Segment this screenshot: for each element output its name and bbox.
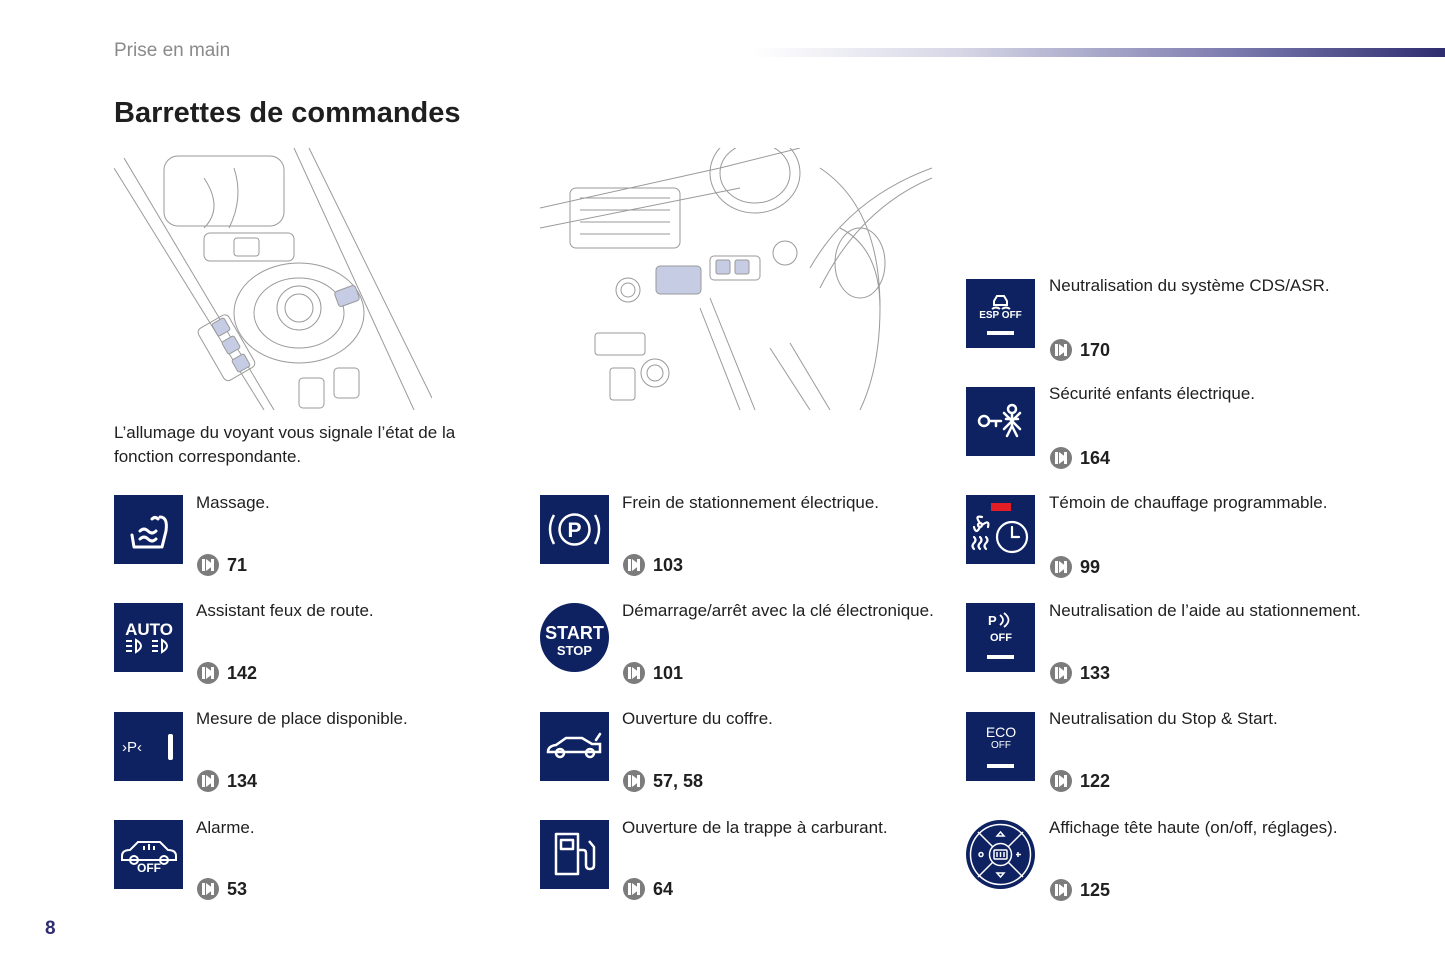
page-reference-number: 134 xyxy=(227,770,258,791)
dashboard-illustration xyxy=(540,148,932,410)
page-reference-icon xyxy=(1049,338,1073,362)
page-reference[interactable] xyxy=(1049,555,1100,579)
page-reference-icon xyxy=(1049,555,1073,579)
page-reference-icon xyxy=(1049,446,1073,470)
pk-icon-text: ›P‹ xyxy=(122,739,142,756)
page-reference-icon xyxy=(196,553,220,577)
parking-off-icon-text: OFF xyxy=(990,632,1012,644)
head-up-display-icon xyxy=(966,820,1035,889)
auto-high-beam-icon xyxy=(114,603,183,672)
page-reference-number: 164 xyxy=(1080,447,1111,468)
page-reference[interactable] xyxy=(196,553,247,577)
item-label: Massage. xyxy=(196,493,270,512)
page-reference-number: 103 xyxy=(653,554,684,575)
off-icon-text: OFF xyxy=(137,861,161,875)
esp-off-icon xyxy=(966,279,1035,348)
center-console-illustration xyxy=(114,148,432,410)
start-stop-icon xyxy=(540,603,609,672)
eco-off-icon xyxy=(966,712,1035,781)
programmable-heating-icon xyxy=(966,495,1035,564)
item-label: Alarme. xyxy=(196,818,255,837)
parking-p-icon-text: P xyxy=(988,613,997,628)
page-number: 8 xyxy=(45,918,56,939)
page-reference[interactable] xyxy=(1049,661,1110,685)
page-reference-number: 101 xyxy=(653,662,684,683)
item-label: Assistant feux de route. xyxy=(196,601,374,620)
parking-brake-icon xyxy=(540,495,609,564)
massage-icon xyxy=(114,495,183,564)
page-reference-number: 71 xyxy=(227,554,248,575)
page-reference[interactable] xyxy=(1049,878,1110,902)
page-reference-number: 170 xyxy=(1080,339,1111,360)
item-label: Neutralisation du système CDS/ASR. xyxy=(1049,276,1330,295)
page-reference-number: 53 xyxy=(227,878,248,899)
stop-icon-text: STOP xyxy=(556,643,593,658)
page-reference-number: 57, 58 xyxy=(653,770,704,791)
page-reference-icon xyxy=(622,553,646,577)
item-label: Sécurité enfants électrique. xyxy=(1049,384,1256,403)
item-label: Affichage tête haute (on/off, réglages). xyxy=(1049,818,1338,837)
auto-icon-text: AUTO xyxy=(125,620,173,639)
item-label: Témoin de chauffage programmable. xyxy=(1049,493,1328,512)
page-reference-icon xyxy=(1049,878,1073,902)
page-reference-number: 64 xyxy=(653,878,674,899)
parking-space-measure-icon xyxy=(114,712,183,781)
page-reference-number: 142 xyxy=(227,662,258,683)
item-label: Mesure de place disponible. xyxy=(196,709,408,728)
page-reference-icon xyxy=(196,661,220,685)
start-icon-text: START xyxy=(545,623,604,643)
p-icon-text: P xyxy=(567,519,582,542)
page-reference[interactable] xyxy=(196,769,257,793)
page-reference-number: 122 xyxy=(1080,770,1111,791)
esp-icon-text: ESP OFF xyxy=(979,310,1022,321)
page-reference-number: 125 xyxy=(1080,879,1111,900)
page-reference-number: 133 xyxy=(1080,662,1111,683)
page-reference[interactable] xyxy=(196,661,257,685)
eco-icon-text: ECO xyxy=(985,724,1017,740)
item-label: Neutralisation du Stop & Start. xyxy=(1049,709,1278,728)
page-reference-number: 99 xyxy=(1080,556,1101,577)
page-reference-icon xyxy=(622,769,646,793)
intro-text: L’allumage du voyant vous signale l’état de la fonction correspondante. xyxy=(114,423,456,466)
page-reference-icon xyxy=(1049,661,1073,685)
trunk-open-icon xyxy=(540,712,609,781)
page-reference[interactable] xyxy=(622,553,683,577)
item-label: Démarrage/arrêt avec la clé électronique. xyxy=(622,601,934,620)
page-reference[interactable] xyxy=(1049,338,1110,362)
page-reference-icon xyxy=(196,769,220,793)
page-reference[interactable] xyxy=(1049,769,1110,793)
section-heading: Prise en main xyxy=(114,40,231,61)
header-gradient-bar xyxy=(752,48,1445,57)
page-reference[interactable] xyxy=(622,769,703,793)
child-lock-icon xyxy=(966,387,1035,456)
page-reference[interactable] xyxy=(1049,446,1110,470)
page-reference[interactable] xyxy=(622,661,683,685)
page-reference[interactable] xyxy=(196,877,247,901)
fuel-flap-icon xyxy=(540,820,609,889)
page-title: Barrettes de commandes xyxy=(114,97,461,129)
item-label: Neutralisation de l’aide au stationnement. xyxy=(1049,601,1361,620)
page-reference[interactable] xyxy=(622,877,673,901)
page-reference-icon xyxy=(1049,769,1073,793)
eco-off-icon-text: OFF xyxy=(991,740,1011,751)
page-reference-icon xyxy=(622,661,646,685)
item-label: Ouverture du coffre. xyxy=(622,709,773,728)
item-label: Ouverture de la trappe à carburant. xyxy=(622,818,888,837)
parking-sensor-off-icon xyxy=(966,603,1035,672)
alarm-off-icon xyxy=(114,820,183,889)
page-reference-icon xyxy=(196,877,220,901)
item-label: Frein de stationnement électrique. xyxy=(622,493,880,512)
page-reference-icon xyxy=(622,877,646,901)
